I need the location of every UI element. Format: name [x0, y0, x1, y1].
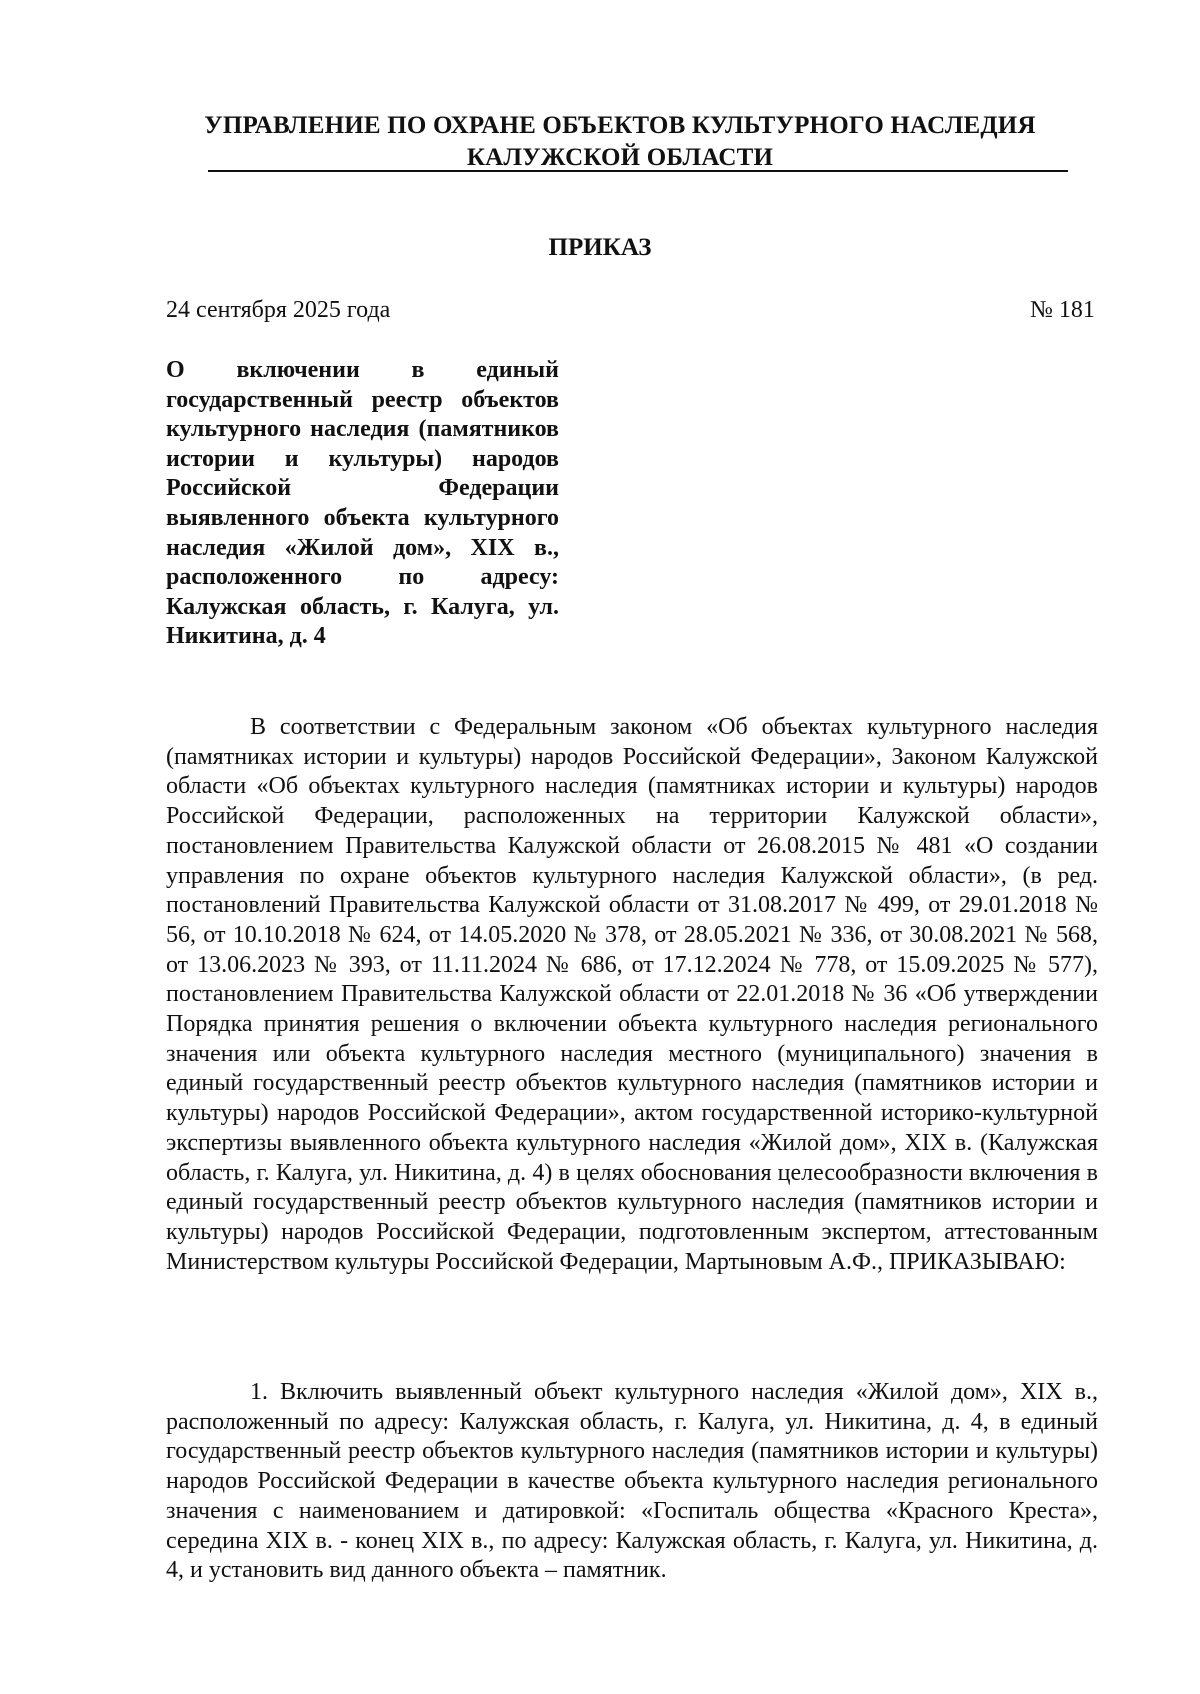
document-number: № 181: [1030, 297, 1095, 323]
header-underline: [208, 170, 1068, 172]
document-subject: О включении в единый государственный реестр объектов культурного наследия (памятников истории и культуры) народов Российской Федерации выявленного объекта культурного наследия «Жилой дом», XIX в., расположенного по адресу: Калужская область, г. Калуга, ул. Никитина, д. 4: [166, 357, 559, 650]
document-type-title: ПРИКАЗ: [548, 234, 652, 261]
organization-name-line1: УПРАВЛЕНИЕ ПО ОХРАНЕ ОБЪЕКТОВ КУЛЬТУРНОГО НАСЛЕДИЯ: [204, 112, 1036, 139]
document-date: 24 сентября 2025 года: [166, 297, 391, 323]
order-item-1: 1. Включить выявленный объект культурного наследия «Жилой дом», XIX в., расположенный по адресу: Калужская область, г. Калуга, ул. Никитина, д. 4, в единый государственный реестр объектов культурного наследия (памятников истории и культуры) народов Российской Федерации в качестве объекта культурного наследия регионального значения с наименованием и датировкой: «Госпиталь общества «Красного Креста», середина XIX в. - конец XIX в., по адресу: Калужская область, г. Калуга, ул. Никитина, д. 4, и установить вид данного объекта – памятник.: [166, 1379, 1098, 1584]
organization-name-line2: КАЛУЖСКОЙ ОБЛАСТИ: [466, 144, 774, 171]
preamble-paragraph: В соответствии с Федеральным законом «Об объектах культурного наследия (памятниках истории и культуры) народов Российской Федерации», Законом Калужской области «Об объектах культурного наследия (памятниках истории и культуры) народов Российской Федерации, расположенных на территории Калужской области», постановлением Правительства Калужской области от 26.08.2015 № 481 «О создании управления по охране объектов культурного наследия Калужской области», (в ред. постановлений Правительства Калужской области от 31.08.2017 № 499, от 29.01.2018 № 56, от 10.10.2018 № 624, от 14.05.2020 № 378, от 28.05.2021 № 336, от 30.08.2021 № 568, от 13.06.2023 № 393, от 11.11.2024 № 686, от 17.12.2024 № 778, от 15.09.2025 № 577), постановлением Правительства Калужской области от 22.01.2018 № 36 «Об утверждении Порядка принятия решения о включении объекта культурного наследия регионального значения или объекта культурного наследия местного (муниципального) значения в единый государственный реестр объектов культурного наследия (памятников истории и культуры) народов Российской Федерации», актом государственной историко-культурной экспертизы выявленного объекта культурного наследия «Жилой дом», XIX в. (Калужская область, г. Калуга, ул. Никитина, д. 4) в целях обоснования целесообразности включения в единый государственный реестр объектов культурного наследия (памятников истории и культуры) народов Российской Федерации, подготовленным экспертом, аттестованным Министерством культуры Российской Федерации, Мартыновым А.Ф., ПРИКАЗЫВАЮ:: [166, 714, 1098, 1275]
